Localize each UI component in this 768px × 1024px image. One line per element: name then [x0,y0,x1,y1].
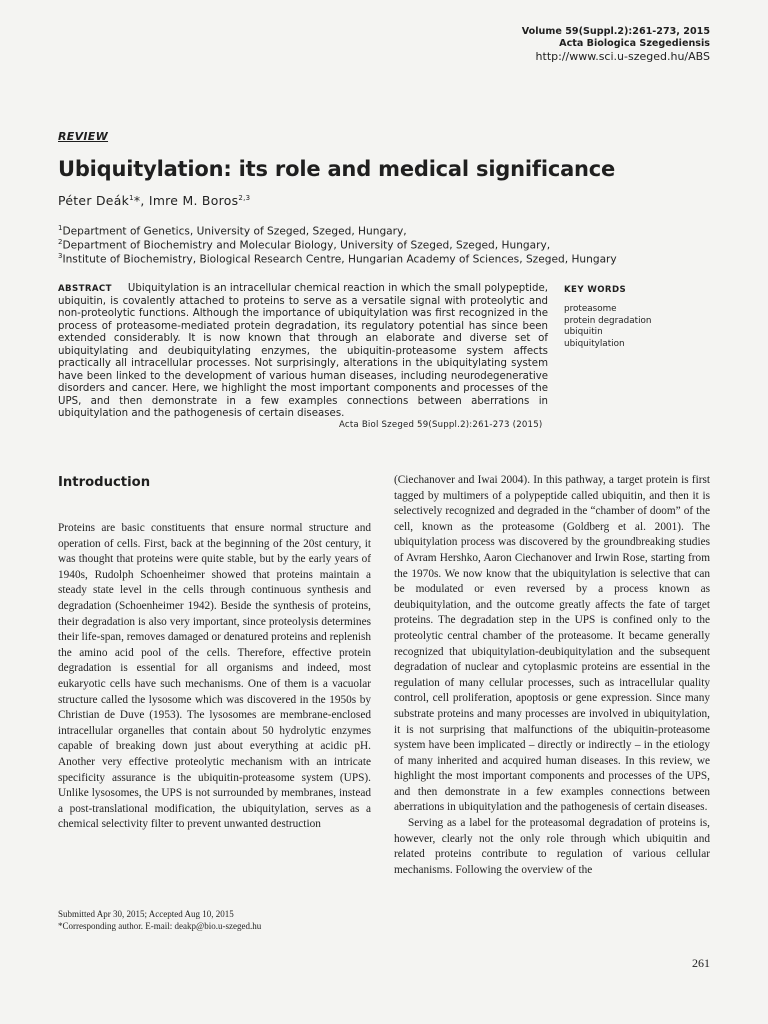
keyword: proteasome [564,304,617,314]
volume-info: Volume 59(Suppl.2):261-273, 2015 [521,26,710,37]
keyword: ubiquitin [564,327,603,338]
page-number: 261 [692,956,710,970]
body-paragraph: Proteins are basic constituents that ensure normal structure and operation of cells. First, back at the beginning of the 20st century, it was thought that proteins were quite stable, but by the early years of 1940s, Rudolph Schoenheimer showed that proteins maintain a steady state level in the cells through continuous synthesis and degradation (Schoenheimer 1942). Beside the synthesis of proteins, their degradation is also very important, since proteolysis determines their life-span, removes damaged or denatured proteins and replenish the amino acid pool of the cells. Therefore, effective protein degradation is essential for all organisms and indeed, most eukaryotic cells have such mechanisms. One of them is a vacuolar structure called the lysosome which was discovered in the 1950s by Christian de Duve (1953). The lysosomes are membrane-enclosed intracellular organelles that contain about 50 hydrolytic enzymes capable of breaking down just about everything at acidic pH. Another very effective proteolytic mechanism with an intricate specificity assurance is the ubiquitin-proteasome system (UPS). Unlike lysosomes, the UPS is not surrounded by membranes, instead a post-translational modification, the ubiquitylation, serves as a chemical selectivity filter to prevent unwanted destruction [58,522,371,831]
affiliation-marker: 2,3 [238,193,251,202]
author-list: Péter Deák$^1$*, Imre M. Boros$^{2,3}$ [58,193,251,208]
affiliation-marker: 1 [129,193,134,202]
affiliation: $^3$Institute of Biochemistry, Biological Research Centre, Hungarian Academy of Sciences, Szeged, Hungary [58,252,617,266]
left-column [58,521,371,833]
author-name: Imre M. Boros [148,193,239,208]
corresponding-author: *Corresponding author. E-mail: deakp@bio.u-szeged.hu [58,921,262,931]
article-type-label: REVIEW [58,130,109,143]
article-title: Ubiquitylation: its role and medical significance [58,157,616,181]
body-paragraph: (Ciechanover and Iwai 2004). In this pathway, a target protein is first tagged by multimers of a polypeptide called ubiquitin, and then it is selectively recognized and degraded in the “chamber of doom” of the cell, known as the proteasome (Goldberg et al. 2001). The ubiquitylation process was discovered by the groundbreaking studies of Avram Hershko, Aaron Ciechanover and Irwin Rose, starting from the 1970s. We now know that the ubiquitylation is selective that can be modulated or even reversed by a process known as deubiquitylation, and the outcome greatly affects the fate of target proteins. The degradation step in the UPS is confined only to the proteolytic central chamber of the proteasome. It became generally recognized that ubiquitylation-deubiquitylation and the subsequent degradation of nuclear and cytoplasmic proteins are essential in the regulation of many cellular processes, such as intracellular quality control, cell proliferation, apoptosis or gene expression. Since many substrate proteins and many processes are involved in ubiquitylation, it is not surprising that malfunctions of the ubiquitin-proteasome system have been implicated – directly or indirectly – in the etiology of many inherited and acquired human diseases. In this review, we highlight the most important components and processes of the UPS, and then demonstrate in a few examples connections between aberrations in ubiquitylation and the pathogenesis of certain diseases. [394,474,710,814]
affiliation: $^1$Department of Genetics, University of Szeged, Szeged, Hungary, [58,224,407,238]
journal-header [522,26,710,64]
author-name: Péter Deák [58,193,130,208]
abstract [58,283,548,421]
abstract-label: ABSTRACT [58,284,112,294]
submission-dates: Submitted Apr 30, 2015; Accepted Aug 10, 2015 [58,909,234,919]
abstract-text: Ubiquitylation is an intracellular chemical reaction in which the small polypeptide, ubiquitin, is covalently attached to proteins to serve as a versatile signal with proteolytic and non-proteolytic functions. Although the importance of ubiquitylation was first recognized in the process of proteasome-mediated protein degradation, its regulatory potential has since been extended considerably. It is now known that through an elaborate and diverse set of ubiquitylating and deubiquitylating enzymes, the ubiquitin-proteasome system affects practically all intracellular processes. Not surprisingly, alterations in the ubiquitylating system have been linked to the development of various human diseases, including neurodegenerative disorders and cancer. Here, we highlight the most important components and processes of the UPS, and then demonstrate in a few examples connections between aberrations in ubiquitylation and the pathogenesis of certain diseases. [58,283,548,419]
right-column [394,473,710,878]
keywords-list [564,304,651,350]
affiliation: $^2$Department of Biochemistry and Molecular Biology, University of Szeged, Szeged, Hungary, [58,238,551,252]
section-heading: Introduction [58,475,151,490]
keyword: ubiquitylation [564,338,625,349]
footnotes [58,908,261,932]
journal-url[interactable]: http://www.sci.u-szeged.hu/ABS [535,50,710,64]
abstract-citation: Acta Biol Szeged 59(Suppl.2):261-273 (2015) [339,420,543,430]
keyword: protein degradation [564,315,652,326]
body-paragraph: Serving as a label for the proteasomal degradation of proteins is, however, clearly not the only role through which ubiquitin and related proteins contribute to regulation of various cellular mechanisms. Following the overview of the [394,817,710,876]
journal-name: Acta Biologica Szegediensis [559,38,710,50]
keywords-title: KEY WORDS [564,285,627,295]
